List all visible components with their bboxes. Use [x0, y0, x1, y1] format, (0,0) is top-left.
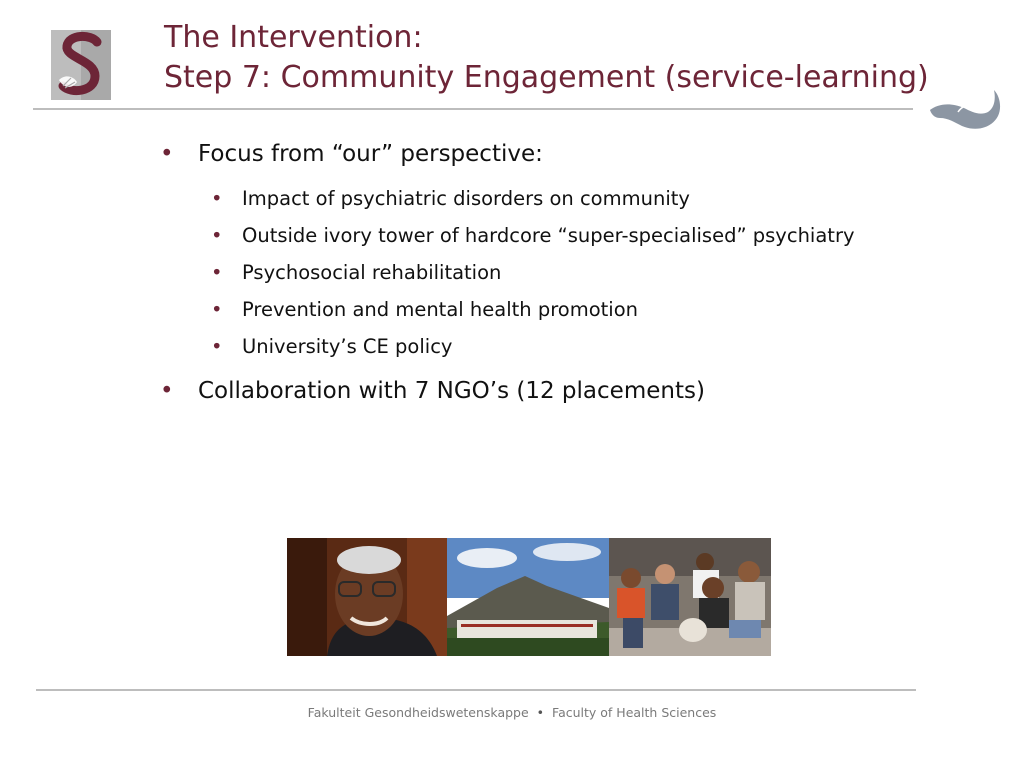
bullet-collaboration: • Collaboration with 7 NGO’s (12 placements)	[160, 375, 880, 407]
campus-landscape-photo	[447, 538, 609, 656]
header-divider	[33, 108, 913, 110]
title-line-2: Step 7: Community Engagement (service-learning)	[164, 60, 929, 95]
footer-english: Faculty of Health Sciences	[552, 705, 717, 720]
sub-bullet-impact: • Impact of psychiatric disorders on community	[160, 180, 880, 217]
sub-bullet-list	[160, 180, 880, 365]
sub-bullet-rehabilitation: • Psychosocial rehabilitation	[160, 254, 880, 291]
sub-bullet-ivory-tower: • Outside ivory tower of hardcore “super-specialised” psychiatry	[160, 217, 880, 254]
portrait-photo	[287, 538, 447, 656]
footer-divider	[36, 689, 916, 691]
sub-bullet-prevention: • Prevention and mental health promotion	[160, 291, 880, 328]
title-line-1: The Intervention:	[164, 20, 423, 55]
students-group-photo	[609, 538, 771, 656]
footer-separator: •	[536, 705, 545, 720]
slide-title	[164, 18, 929, 98]
bullet-focus: • Focus from “our” perspective:	[160, 138, 880, 170]
sub-bullet-ce-policy: • University’s CE policy	[160, 328, 880, 365]
photo-strip	[287, 538, 771, 656]
footer	[0, 705, 1024, 720]
footer-afrikaans: Fakulteit Gesondheidswetenskappe	[307, 705, 529, 720]
fish-icon	[928, 82, 1002, 134]
university-logo	[51, 30, 111, 100]
slide-body	[160, 138, 880, 407]
